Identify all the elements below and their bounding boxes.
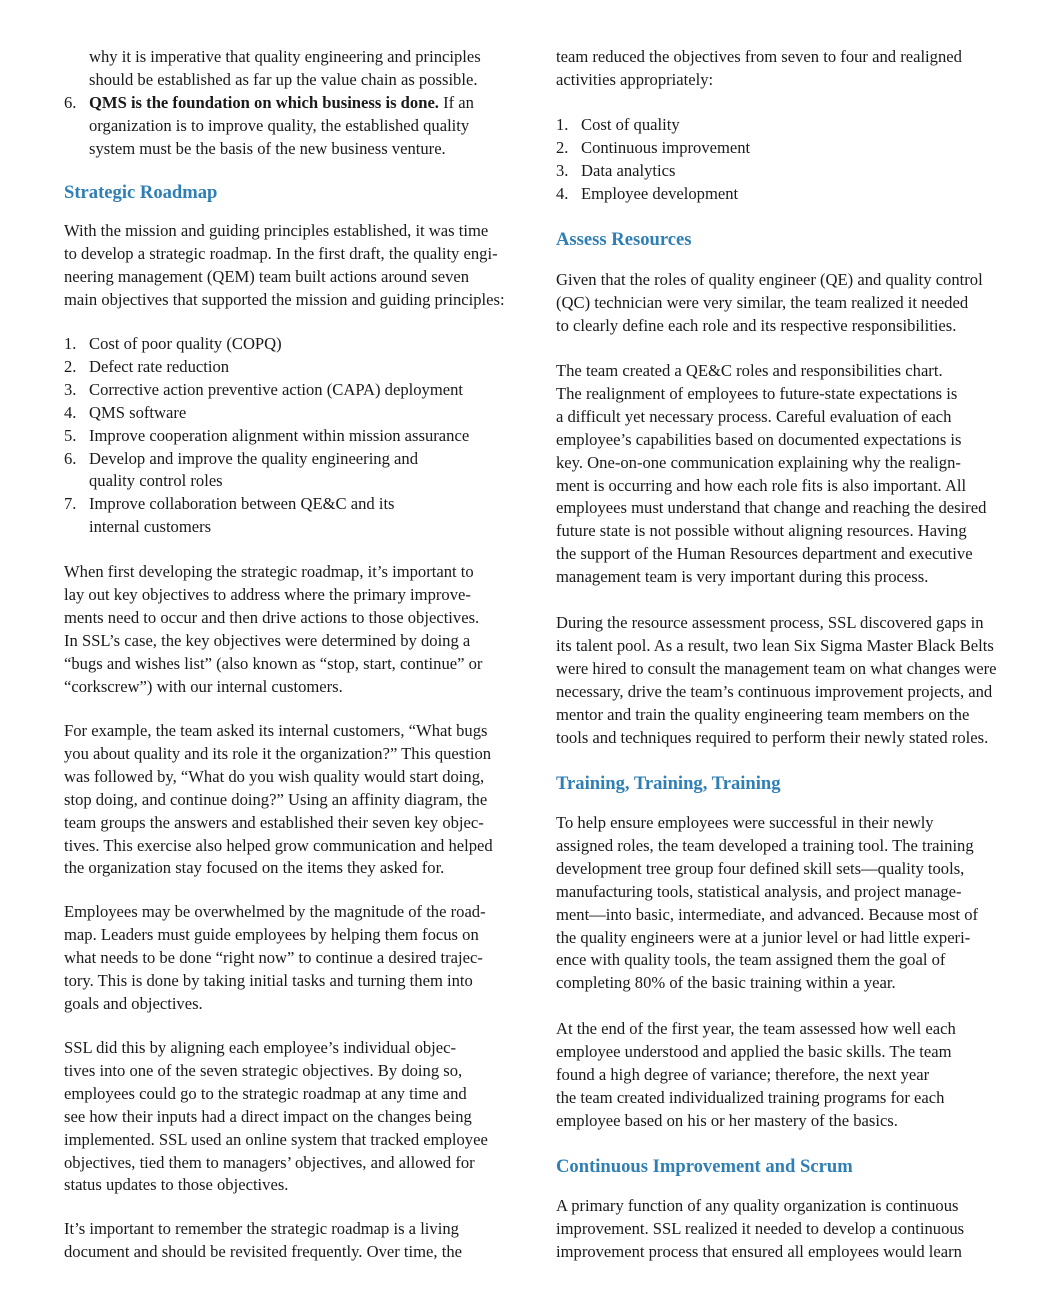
heading-continuous-improvement: Continuous Improvement and Scrum (556, 1156, 853, 1177)
text-line: For example, the team asked its internal customers, “What bugs (64, 721, 488, 740)
paragraph (64, 901, 526, 1016)
text-line: improvement process that ensured all employees would learn (556, 1241, 962, 1261)
text-line: goals and objectives. (64, 993, 203, 1013)
heading-assess-resources: Assess Resources (556, 229, 692, 250)
line-group (89, 115, 526, 161)
text-line: To help ensure employees were successful in their newly (556, 813, 934, 832)
text-line: what needs to be done “right now” to continue a desired trajec- (64, 947, 483, 967)
list-item-text: Data analytics (581, 160, 676, 180)
text-line: the team created individualized training programs for each (556, 1087, 945, 1107)
text-line: its talent pool. As a result, two lean Six Sigma Master Black Belts (556, 635, 994, 655)
list-item-text: Continuous improvement (581, 137, 751, 157)
text-line: A primary function of any quality organization is continuous (556, 1196, 959, 1215)
list-item-text: quality control roles (89, 471, 223, 491)
text-line: assigned roles, the team developed a training tool. The training (556, 835, 974, 855)
text-line: It’s important to remember the strategic roadmap is a living (64, 1219, 459, 1238)
text-line: tools and techniques required to perform their newly stated roles. (556, 727, 989, 747)
text-line: Given that the roles of quality engineer (QE) and quality control (556, 270, 983, 289)
paragraph (64, 720, 526, 880)
text-line: With the mission and guiding principles established, it was time (64, 221, 489, 240)
text-line: employee understood and applied the basic skills. The team (556, 1041, 952, 1061)
text-line: to develop a strategic roadmap. In the first draft, the quality engi- (64, 243, 498, 263)
text-line: you about quality and its role it the organization?” This question (64, 743, 492, 763)
text-line: mentor and train the quality engineering team members on the (556, 704, 970, 724)
list-item-text: Cost of poor quality (COPQ) (89, 334, 282, 353)
text-line: necessary, drive the team’s continuous improvement projects, and (556, 681, 993, 701)
text-line: completing 80% of the basic training within a year. (556, 973, 896, 993)
text-line: were hired to consult the management team on what changes were (556, 658, 997, 678)
text-line: employees could go to the strategic roadmap at any time and (64, 1083, 467, 1103)
list-item (556, 114, 1018, 137)
list-number: 1. (556, 115, 569, 134)
text-line: tory. This is done by taking initial tasks and turning them into (64, 970, 473, 990)
list-item (556, 160, 1018, 183)
text-line: the organization stay focused on the items they asked for. (64, 858, 445, 878)
text-line: improvement. SSL realized it needed to develop a continuous (556, 1218, 965, 1238)
list-item (64, 425, 526, 448)
text-line: should be established as far up the value chain as possible. (89, 69, 478, 89)
text-line: main objectives that supported the mission and guiding principles: (64, 289, 505, 309)
list-item (556, 137, 1018, 160)
text-line: tives into one of the seven strategic objectives. By doing so, (64, 1060, 463, 1080)
heading-training: Training, Training, Training (556, 773, 781, 794)
list-number: 2. (556, 137, 569, 157)
text-line: document and should be revisited frequently. Over time, the (64, 1241, 462, 1261)
text-line: to clearly define each role and its respective responsibilities. (556, 315, 957, 335)
list-item-text: Defect rate reduction (89, 356, 230, 376)
text-line: map. Leaders must guide employees by helping them focus on (64, 924, 479, 944)
paragraph (556, 360, 1018, 589)
text-line: “corkscrew”) with our internal customers. (64, 676, 343, 696)
list-item-text: Cost of quality (581, 115, 680, 134)
paragraph (64, 561, 526, 698)
text-line: found a high degree of variance; therefore, the next year (556, 1064, 930, 1084)
principle-6 (64, 92, 526, 161)
text-line: ments need to occur and then drive actions to those objectives. (64, 607, 480, 627)
list-item (64, 493, 526, 539)
paragraph (556, 46, 1018, 92)
list-number: 3. (64, 379, 77, 399)
seven-objectives-list (64, 333, 526, 539)
paragraph (64, 1037, 526, 1197)
list-number: 2. (64, 356, 77, 376)
text-line: employee based on his or her mastery of the basics. (556, 1110, 898, 1130)
list-item-text: internal customers (89, 517, 212, 537)
list-item-text: Develop and improve the quality engineering and (89, 448, 419, 468)
paragraph (64, 1218, 526, 1264)
list-number: 4. (556, 183, 569, 203)
text-line: why it is imperative that quality engineering and principles (89, 47, 481, 66)
text-line: team groups the answers and established their seven key objec- (64, 812, 484, 832)
text-line: SSL did this by aligning each employee’s individual objec- (64, 1038, 457, 1057)
text-line: a difficult yet necessary process. Careful evaluation of each (556, 406, 952, 426)
text-line: was followed by, “What do you wish quality would start doing, (64, 766, 485, 786)
text-line: the quality engineers were at a junior level or had little experi- (556, 927, 971, 947)
list-number: 6. (64, 93, 77, 112)
four-objectives-list (556, 114, 1018, 206)
text-line: key. One-on-one communication explaining why the realign- (556, 452, 961, 472)
text-line: management team is very important during this process. (556, 567, 929, 587)
principle-6-bold: QMS is the foundation on which business is done. (89, 93, 439, 112)
text-line: lay out key objectives to address where the primary improve- (64, 584, 471, 604)
list-number: 4. (64, 402, 77, 422)
text-line: system must be the basis of the new business venture. (89, 138, 446, 158)
text-line: The team created a QE&C roles and responsibilities chart. (556, 361, 943, 380)
paragraph (556, 812, 1018, 995)
text-line: In SSL’s case, the key objectives were determined by doing a (64, 630, 471, 650)
text-line: At the end of the first year, the team assessed how well each (556, 1019, 956, 1038)
text-line: implemented. SSL used an online system that tracked employee (64, 1129, 488, 1149)
text-line: future state is not possible without aligning resources. Having (556, 521, 967, 541)
principle-6-text: If an (438, 93, 474, 112)
list-item-text: Corrective action preventive action (CAPA) deployment (89, 379, 464, 399)
list-item (64, 402, 526, 425)
text-line: employees must understand that change and reaching the desired (556, 498, 987, 518)
text-line: see how their inputs had a direct impact on the changes being (64, 1106, 472, 1126)
list-item (556, 183, 1018, 206)
list-item (64, 448, 526, 494)
text-line: ment is occurring and how each role fits is also important. All (556, 475, 967, 495)
continued-list-item-text (64, 46, 526, 92)
list-item (64, 379, 526, 402)
text-line: neering management (QEM) team built actions around seven (64, 266, 470, 286)
list-item-text: Employee development (581, 183, 739, 203)
text-line: During the resource assessment process, SSL discovered gaps in (556, 613, 984, 632)
text-line: status updates to those objectives. (64, 1175, 289, 1195)
text-line: objectives, tied them to managers’ objectives, and allowed for (64, 1152, 475, 1172)
list-number: 7. (64, 494, 77, 514)
text-line: organization is to improve quality, the established quality (89, 115, 470, 135)
paragraph (556, 1195, 1018, 1264)
paragraph (64, 220, 526, 312)
list-item-text: Improve collaboration between QE&C and its (89, 494, 395, 514)
list-item (64, 333, 526, 356)
list-item (64, 356, 526, 379)
text-line: Employees may be overwhelmed by the magnitude of the road- (64, 902, 486, 921)
line-group (64, 46, 526, 92)
list-number: 5. (64, 425, 77, 445)
list-item-text: QMS software (89, 402, 187, 422)
text-line: team reduced the objectives from seven to four and realigned (556, 47, 962, 66)
list-number: 6. (64, 448, 77, 468)
text-line: “bugs and wishes list” (also known as “stop, start, continue” or (64, 653, 483, 673)
list-number: 3. (556, 160, 569, 180)
paragraph (556, 269, 1018, 338)
paragraph (556, 1018, 1018, 1133)
text-line: development tree group four defined skill sets—quality tools, (556, 858, 965, 878)
text-line: stop doing, and continue doing?” Using an affinity diagram, the (64, 789, 488, 809)
list-item-text: Improve cooperation alignment within mission assurance (89, 425, 470, 445)
text-line: employee’s capabilities based on documented expectations is (556, 429, 962, 449)
text-line: When first developing the strategic roadmap, it’s important to (64, 562, 474, 581)
text-line: The realignment of employees to future-state expectations is (556, 383, 958, 403)
heading-strategic-roadmap: Strategic Roadmap (64, 182, 218, 203)
text-line: the support of the Human Resources department and executive (556, 544, 973, 564)
list-number: 1. (64, 334, 77, 353)
text-line: ment—into basic, intermediate, and advanced. Because most of (556, 904, 979, 924)
text-line: activities appropriately: (556, 69, 714, 89)
paragraph (556, 612, 1018, 749)
text-line: ence with quality tools, the team assigned them the goal of (556, 950, 946, 970)
text-line: manufacturing tools, statistical analysis, and project manage- (556, 881, 962, 901)
text-line: tives. This exercise also helped grow communication and helped (64, 835, 493, 855)
text-line: (QC) technician were very similar, the team realized it needed (556, 292, 969, 312)
